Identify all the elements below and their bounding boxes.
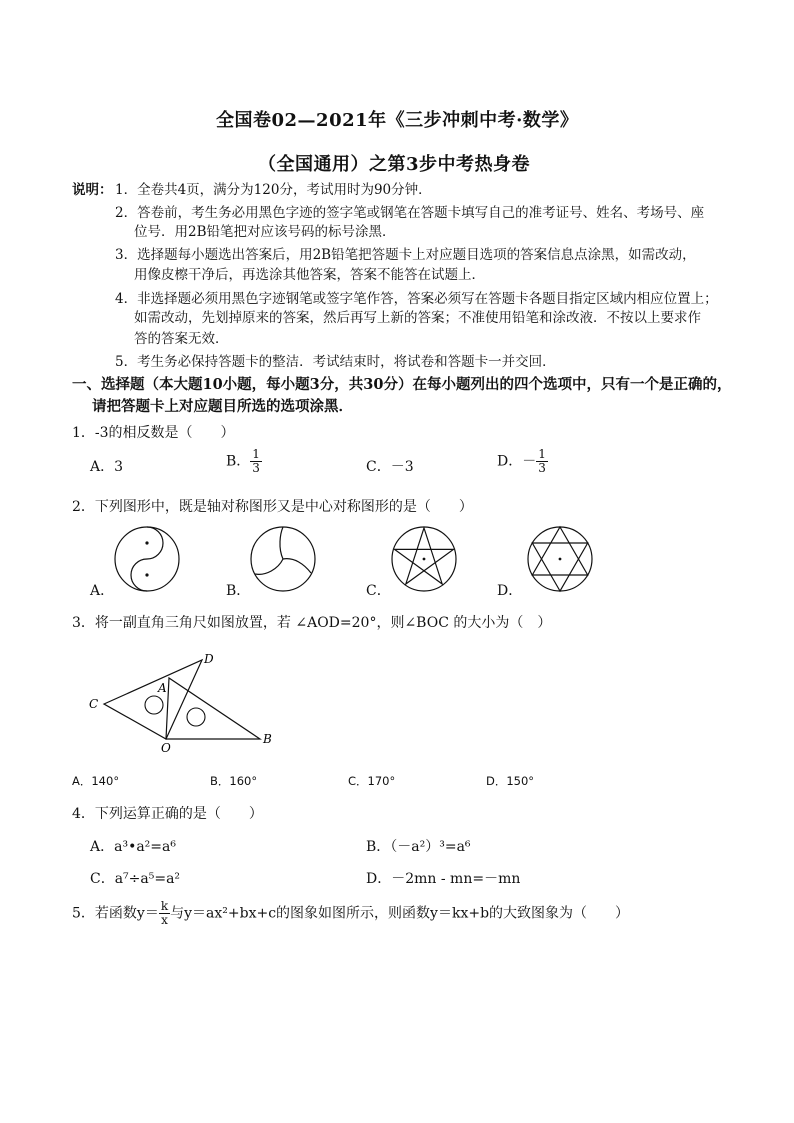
q5-stem [72, 900, 629, 927]
instruction-item: 1．全卷共4页，满分为120分，考试用时为90分钟． [115, 182, 432, 198]
set-square-figure [86, 648, 286, 754]
instruction-item: 4．非选择题必须用黑色字迹钢笔或签字笔作答，答案必须写在答题卡各题目指定区域内相应位置上； [115, 291, 718, 307]
q3-stem: 3．将一副直角三角尺如图放置，若 ∠AOD=20°，则∠BOC 的大小为（ ） [72, 615, 552, 631]
point-c-label: C [89, 697, 99, 711]
fraction [250, 448, 262, 475]
q1-option-b [226, 448, 262, 475]
q1-option-a: A．3 [90, 459, 124, 475]
taiji-figure [112, 524, 182, 594]
q2-option-d: D． [497, 583, 523, 599]
instruction-item: 2．答卷前，考生务必用黑色字迹的签字笔或钢笔在答题卡填写自己的准考证号、姓名、考场号、座 [115, 205, 705, 221]
instruction-item: 答的答案无效． [134, 331, 229, 347]
exam-subtitle: （全国通用）之第3步中考热身卷 [258, 154, 531, 175]
q2-option-b: B． [226, 583, 251, 599]
point-d-label: D [204, 652, 214, 666]
hexagram-figure [525, 524, 595, 594]
q1-option-b-label: B． [226, 453, 251, 470]
q3-option-b: B．160° [210, 774, 258, 788]
q5-prefix: 5．若函数 [72, 905, 137, 922]
q3-option-d: D．150° [486, 774, 535, 788]
instruction-item: 位号．用2B铅笔把对应该号码的标号涂黑． [134, 224, 396, 240]
section-heading-cont: 请把答题卡上对应题目所选的选项涂黑． [92, 398, 353, 415]
q4-option-a: A．a³•a²=a⁶ [90, 839, 176, 855]
instructions-label: 说明： [72, 182, 113, 198]
q2-option-a: A． [90, 583, 115, 599]
instruction-item: 5．考生务必保持答题卡的整洁．考试结束时，将试卷和答题卡一并交回． [115, 354, 556, 370]
q1-stem: 1．-3的相反数是（ ） [72, 425, 235, 441]
q4-option-c: C．a⁷÷a⁵=a² [90, 871, 181, 887]
q3-option-c: C．170° [348, 774, 396, 788]
q2-option-c: C． [366, 583, 391, 599]
instruction-item: 如需改动，先划掉原来的答案，然后再写上新的答案；不准使用铅笔和涂改液．不按以上要求作 [134, 310, 701, 326]
fraction-denominator: 3 [252, 461, 260, 475]
fraction-numerator: k [160, 899, 169, 913]
fraction [159, 900, 170, 927]
instruction-item: 用像皮檫干净后，再选涂其他答案，答案不能答在试题上． [134, 267, 485, 283]
point-b-label: B [263, 732, 272, 746]
fraction-numerator: 1 [252, 447, 260, 461]
q5-y: y＝ [136, 905, 159, 922]
point-a-label: A [158, 681, 167, 695]
fraction-numerator: 1 [538, 447, 546, 461]
fraction-denominator: 3 [538, 461, 546, 475]
q4-stem: 4．下列运算正确的是（ ） [72, 806, 263, 822]
q1-option-d [497, 448, 548, 475]
fraction [536, 448, 548, 475]
exam-title: 全国卷02—2021年《三步冲刺中考·数学》 [216, 110, 579, 131]
q3-option-a: A．140° [72, 774, 120, 788]
section-heading: 一、选择题（本大题10小题，每小题3分，共30分）在每小题列出的四个选项中，只有一个是正确的， [72, 376, 732, 393]
triskelion-figure [248, 524, 318, 594]
point-o-label: O [161, 741, 171, 754]
q4-option-b: B．（－a²）³=a⁶ [366, 839, 471, 855]
fraction-denominator: x [161, 913, 168, 927]
q5-rest: 与y＝ax²+bx+c的图象如图所示，则函数y＝kx+b的大致图象为（ ） [170, 905, 630, 922]
instruction-item: 3．选择题每小题选出答案后，用2B铅笔把答题卡上对应题目选项的答案信息点涂黑，如需改动， [115, 247, 696, 263]
q1-option-c: C．－3 [366, 459, 414, 475]
q4-option-d: D．－2mn - mn=－mn [366, 871, 521, 887]
pentagram-figure [389, 524, 459, 594]
q2-stem: 2．下列图形中，既是轴对称图形又是中心对称图形的是（ ） [72, 499, 473, 515]
q1-option-d-label: D．－ [497, 453, 537, 470]
